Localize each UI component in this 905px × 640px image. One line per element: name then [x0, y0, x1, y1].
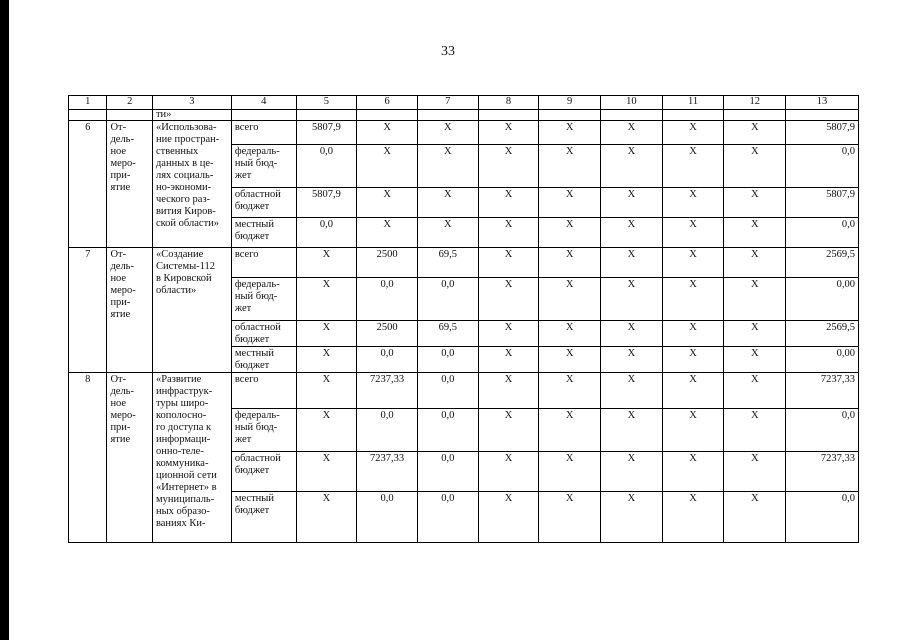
- funding-value: X: [357, 121, 418, 145]
- funding-value: X: [539, 452, 601, 492]
- continuation-text: ти»: [152, 110, 231, 121]
- funding-value: 0,0: [417, 492, 478, 543]
- funding-value: X: [478, 218, 539, 248]
- funding-value: X: [601, 278, 663, 321]
- funding-value: X: [724, 248, 786, 278]
- funding-value: X: [478, 347, 539, 373]
- funding-value: X: [478, 492, 539, 543]
- funding-value: X: [662, 278, 724, 321]
- funding-value: X: [601, 145, 663, 188]
- page-number: 33: [441, 44, 455, 59]
- funding-value: 2500: [357, 321, 418, 347]
- funding-value: X: [296, 373, 357, 409]
- measure-type: От- дель- ное меро- при- ятие: [107, 121, 153, 248]
- funding-value: X: [357, 218, 418, 248]
- funding-value: 5807,9: [296, 188, 357, 218]
- funding-value: X: [601, 347, 663, 373]
- column-header: 10: [601, 96, 663, 110]
- funding-value: 0,0: [417, 409, 478, 452]
- measure-name: «Использова- ние простран- ственных данных в це- лях социаль- но-экономи- ческого раз- вития Киров- ской области»: [152, 121, 231, 248]
- funding-value: X: [357, 145, 418, 188]
- funding-value: 2569,5: [786, 248, 859, 278]
- funding-value: X: [539, 278, 601, 321]
- funding-value: X: [724, 347, 786, 373]
- column-header: 9: [539, 96, 601, 110]
- funding-value: 7237,33: [786, 373, 859, 409]
- funding-value: X: [539, 145, 601, 188]
- funding-value: X: [724, 492, 786, 543]
- funding-value: X: [601, 409, 663, 452]
- funding-value: 0,0: [417, 373, 478, 409]
- funding-value: X: [724, 452, 786, 492]
- table-row: [69, 248, 859, 278]
- column-header: 2: [107, 96, 153, 110]
- funding-value: X: [417, 121, 478, 145]
- funding-value: X: [417, 145, 478, 188]
- column-header: 13: [786, 96, 859, 110]
- funding-value: X: [296, 492, 357, 543]
- funding-value: 0,0: [417, 452, 478, 492]
- funding-source: местный бюджет: [231, 218, 296, 248]
- measure-name: «Развитие инфраструк- туры широ- кополосно- го доступа к информаци- онно-теле- коммуника- ционной сети «Интернет» в муниципаль- ных образо- ваниях Ки-: [152, 373, 231, 543]
- funding-value: 5807,9: [786, 188, 859, 218]
- table-row: [69, 373, 859, 409]
- funding-value: X: [662, 121, 724, 145]
- funding-value: X: [601, 452, 663, 492]
- funding-value: X: [662, 145, 724, 188]
- column-header: 11: [662, 96, 724, 110]
- funding-value: X: [662, 492, 724, 543]
- funding-value: X: [662, 347, 724, 373]
- funding-value: 5807,9: [786, 121, 859, 145]
- funding-value: 0,00: [786, 347, 859, 373]
- funding-value: X: [539, 321, 601, 347]
- funding-value: X: [601, 373, 663, 409]
- measure-type: От- дель- ное меро- при- ятие: [107, 248, 153, 373]
- funding-value: X: [296, 347, 357, 373]
- funding-value: X: [601, 121, 663, 145]
- funding-source: всего: [231, 248, 296, 278]
- funding-value: X: [296, 409, 357, 452]
- funding-value: X: [662, 373, 724, 409]
- funding-value: X: [662, 188, 724, 218]
- funding-value: 0,0: [296, 218, 357, 248]
- funding-value: X: [539, 373, 601, 409]
- column-header: 7: [417, 96, 478, 110]
- table-row: [69, 121, 859, 145]
- funding-value: 0,0: [786, 409, 859, 452]
- funding-value: X: [539, 218, 601, 248]
- measure-type: От- дель- ное меро- при- ятие: [107, 373, 153, 543]
- funding-value: X: [724, 278, 786, 321]
- funding-value: 69,5: [417, 248, 478, 278]
- funding-value: X: [724, 321, 786, 347]
- funding-value: X: [478, 248, 539, 278]
- funding-value: 69,5: [417, 321, 478, 347]
- funding-value: X: [478, 321, 539, 347]
- funding-value: 7237,33: [357, 452, 418, 492]
- funding-value: X: [662, 248, 724, 278]
- funding-value: X: [724, 188, 786, 218]
- funding-source: местный бюджет: [231, 492, 296, 543]
- funding-value: X: [296, 278, 357, 321]
- funding-value: X: [478, 188, 539, 218]
- funding-value: X: [539, 347, 601, 373]
- funding-value: X: [539, 121, 601, 145]
- funding-value: X: [601, 188, 663, 218]
- funding-value: X: [539, 248, 601, 278]
- funding-value: X: [296, 248, 357, 278]
- continuation-row: [69, 110, 859, 121]
- funding-value: X: [478, 452, 539, 492]
- measure-number: 8: [69, 373, 107, 543]
- funding-value: X: [662, 321, 724, 347]
- funding-value: X: [539, 409, 601, 452]
- funding-source: всего: [231, 373, 296, 409]
- budget-table: [68, 95, 859, 543]
- funding-value: 0,0: [417, 347, 478, 373]
- funding-value: X: [662, 452, 724, 492]
- funding-value: X: [662, 218, 724, 248]
- funding-source: областной бюджет: [231, 188, 296, 218]
- funding-value: X: [601, 248, 663, 278]
- column-header: 1: [69, 96, 107, 110]
- column-header: 12: [724, 96, 786, 110]
- funding-value: X: [478, 121, 539, 145]
- funding-value: 0,0: [357, 347, 418, 373]
- funding-value: X: [478, 278, 539, 321]
- funding-source: федераль- ный бюд- жет: [231, 278, 296, 321]
- funding-value: 0,0: [357, 278, 418, 321]
- funding-value: X: [296, 452, 357, 492]
- funding-value: 0,0: [417, 278, 478, 321]
- funding-value: 0,00: [786, 278, 859, 321]
- funding-value: 0,0: [357, 492, 418, 543]
- funding-value: X: [357, 188, 418, 218]
- column-header: 6: [357, 96, 418, 110]
- funding-value: X: [724, 373, 786, 409]
- funding-value: X: [478, 145, 539, 188]
- column-number-row: [69, 96, 859, 110]
- funding-value: X: [417, 188, 478, 218]
- funding-value: 0,0: [786, 492, 859, 543]
- funding-source: федераль- ный бюд- жет: [231, 409, 296, 452]
- funding-value: 7237,33: [357, 373, 418, 409]
- measure-name: «Создание Системы-112 в Кировской области»: [152, 248, 231, 373]
- funding-source: федераль- ный бюд- жет: [231, 145, 296, 188]
- funding-source: местный бюджет: [231, 347, 296, 373]
- column-header: 4: [231, 96, 296, 110]
- measure-number: 7: [69, 248, 107, 373]
- funding-value: X: [601, 321, 663, 347]
- funding-value: X: [539, 492, 601, 543]
- funding-value: 0,0: [786, 218, 859, 248]
- funding-value: 2500: [357, 248, 418, 278]
- column-header: 3: [152, 96, 231, 110]
- scan-edge-bar: [0, 0, 9, 640]
- column-header: 8: [478, 96, 539, 110]
- funding-value: X: [724, 145, 786, 188]
- funding-value: X: [417, 218, 478, 248]
- funding-value: X: [724, 121, 786, 145]
- funding-value: 0,0: [296, 145, 357, 188]
- funding-value: 0,0: [786, 145, 859, 188]
- funding-source: всего: [231, 121, 296, 145]
- funding-value: X: [478, 409, 539, 452]
- funding-value: X: [724, 218, 786, 248]
- funding-value: X: [662, 409, 724, 452]
- funding-value: 0,0: [357, 409, 418, 452]
- funding-source: областной бюджет: [231, 321, 296, 347]
- funding-value: X: [601, 218, 663, 248]
- funding-value: X: [724, 409, 786, 452]
- funding-value: 5807,9: [296, 121, 357, 145]
- funding-source: областной бюджет: [231, 452, 296, 492]
- measure-number: 6: [69, 121, 107, 248]
- funding-value: X: [539, 188, 601, 218]
- funding-value: X: [478, 373, 539, 409]
- funding-value: 2569,5: [786, 321, 859, 347]
- funding-value: 7237,33: [786, 452, 859, 492]
- column-header: 5: [296, 96, 357, 110]
- funding-value: X: [601, 492, 663, 543]
- funding-value: X: [296, 321, 357, 347]
